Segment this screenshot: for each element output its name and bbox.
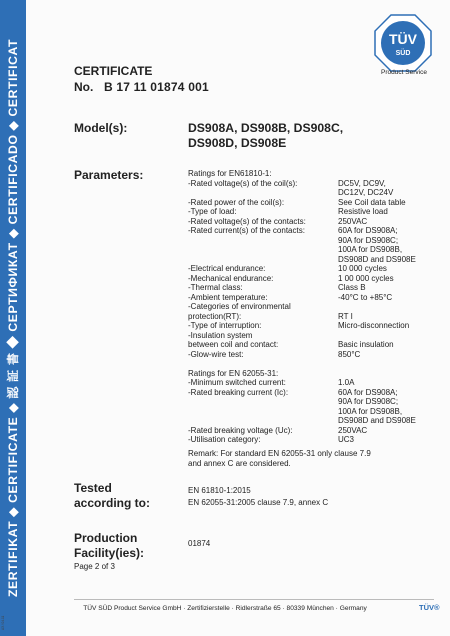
parameter-value: Resistive load: [338, 207, 388, 216]
logo-line2: SÜD: [395, 50, 411, 57]
remark-line2: and annex C are considered.: [188, 458, 291, 468]
parameter-row: [188, 435, 438, 445]
parameter-row: [188, 169, 438, 179]
parameter-value: 250VAC: [338, 216, 368, 226]
parameter-name: Ratings for EN61810-1:: [188, 169, 272, 178]
parameter-name: -Rated power of the coil(s):: [188, 197, 285, 207]
parameter-value: DC5V, DC9V,: [338, 178, 386, 188]
parameter-value: 10 000 cycles: [338, 264, 387, 273]
models-line1: DS908A, DS908B, DS908C,: [188, 121, 344, 135]
parameter-name: -Minimum switched current:: [188, 378, 286, 387]
parameter-name: -Categories of environmental: [188, 302, 291, 311]
parameter-value: 60A for DS908A;: [338, 226, 398, 235]
parameter-row: [188, 369, 438, 379]
parameter-name: -Thermal class:: [188, 283, 243, 292]
models-line2: DS908D, DS908E: [188, 136, 287, 150]
parameter-name: protection(RT):: [188, 311, 242, 321]
tested-standard-2: EN 62055-31:2005 clause 7.9, annex C: [188, 498, 329, 507]
parameter-value: Basic insulation: [338, 340, 394, 349]
parameter-name: -Rated current(s) of the contacts:: [188, 226, 305, 235]
footer-logo: TÜV®: [419, 603, 440, 612]
production-label-line1: Production: [74, 531, 138, 545]
parameter-name: -Electrical endurance:: [188, 264, 266, 273]
parameter-row: [188, 426, 438, 436]
parameter-row: [188, 397, 438, 407]
parameters-remark: [188, 449, 371, 468]
parameter-row: [188, 264, 438, 274]
parameter-name: -Rated breaking voltage (Uc):: [188, 425, 293, 435]
logo-subtitle: Product Service: [381, 69, 427, 76]
parameter-name: -Insulation system: [188, 330, 253, 340]
production-label-line2: Facility(ies):: [74, 546, 145, 560]
certificate-title: CERTIFICATE: [74, 64, 153, 78]
parameter-value: DS908D and DS908E: [338, 416, 416, 425]
parameter-row: [188, 293, 438, 303]
parameter-value: 100A for DS908B,: [338, 245, 403, 254]
parameter-value: 1 00 000 cycles: [338, 273, 394, 283]
production-facility: 01874: [188, 539, 211, 548]
certificate-number: B 17 11 01874 001: [104, 80, 209, 94]
footer-divider: [74, 599, 434, 600]
parameter-row: [188, 350, 438, 360]
form-code: A3 / 04.11: [1, 615, 5, 630]
parameter-row: [188, 331, 438, 341]
parameter-name: -Mechanical endurance:: [188, 273, 274, 283]
parameter-value: UC3: [338, 435, 355, 444]
parameter-row: [188, 283, 438, 293]
parameter-name: -Utilisation category:: [188, 435, 261, 444]
page-number: Page 2 of 3: [74, 562, 115, 571]
parameter-value: RT I: [338, 311, 353, 321]
certificate-no-label: No.: [74, 80, 94, 94]
parameter-row: [188, 416, 438, 426]
parameter-value: -40°C to +85°C: [338, 292, 393, 302]
parameter-name: -Type of interruption:: [188, 321, 262, 330]
parameters-list: [188, 169, 438, 445]
side-banner-text: ZERTIFIKAT ◆ CERTIFICATE ◆ 認 証 書 ◆ СЕРТИФИКАТ ◆ CERTIFICADO ◆ CERTIFICAT: [6, 38, 20, 598]
parameter-value: Micro-disconnection: [338, 321, 410, 330]
parameter-row: [188, 321, 438, 331]
parameters-label: Parameters:: [74, 168, 144, 182]
models-value: [188, 121, 428, 151]
parameter-name: -Rated voltage(s) of the coil(s):: [188, 178, 298, 188]
tested-standard-1: EN 61810-1:2015: [188, 486, 251, 495]
tested-label-line1: Tested: [74, 481, 112, 495]
parameter-name: -Type of load:: [188, 207, 237, 216]
parameter-value: DS908D and DS908E: [338, 254, 416, 264]
models-label: Model(s):: [74, 121, 128, 135]
parameter-row: [188, 388, 438, 398]
parameter-value: 250VAC: [338, 425, 368, 435]
parameter-row: [188, 312, 438, 322]
parameter-name: between coil and contact:: [188, 340, 279, 349]
tested-standards: [188, 485, 328, 509]
parameter-row: [188, 226, 438, 236]
parameter-name: Ratings for EN 62055-31:: [188, 368, 279, 378]
parameter-row: [188, 359, 438, 369]
parameter-row: [188, 407, 438, 417]
tested-label-line2: according to:: [74, 496, 151, 510]
parameter-row: [188, 217, 438, 227]
parameter-value: 1.0A: [338, 378, 355, 387]
parameter-value: 90A for DS908C;: [338, 235, 399, 245]
tuv-sud-logo: [374, 14, 432, 72]
parameter-row: [188, 255, 438, 265]
side-banner: [0, 0, 26, 636]
parameter-row: [188, 302, 438, 312]
parameter-row: [188, 236, 438, 246]
parameter-name: -Glow-wire test:: [188, 349, 244, 359]
parameter-row: [188, 179, 438, 189]
parameter-name: -Rated voltage(s) of the contacts:: [188, 216, 306, 226]
parameter-value: Class B: [338, 283, 366, 292]
parameter-row: [188, 207, 438, 217]
parameter-row: [188, 188, 438, 198]
parameter-value: DC12V, DC24V: [338, 188, 394, 197]
parameter-row: [188, 198, 438, 208]
parameter-value: 100A for DS908B,: [338, 406, 403, 416]
parameter-value: 850°C: [338, 349, 361, 359]
parameter-row: [188, 245, 438, 255]
parameter-row: [188, 378, 438, 388]
footer-address: TÜV SÜD Product Service GmbH · Zertifizierstelle · Ridlerstraße 65 · 80339 München · Germany: [83, 605, 367, 612]
logo-line1: TÜV: [389, 31, 417, 47]
parameter-row: [188, 274, 438, 284]
parameter-row: [188, 340, 438, 350]
parameter-value: 60A for DS908A;: [338, 387, 398, 397]
tested-label: [74, 481, 150, 511]
remark-line1: Remark: For standard EN 62055-31 only clause 7.9: [188, 449, 371, 458]
parameter-name: -Ambient temperature:: [188, 292, 268, 302]
production-label: [74, 531, 144, 561]
parameter-value: 90A for DS908C;: [338, 397, 399, 406]
parameter-value: See Coil data table: [338, 197, 406, 207]
parameter-name: -Rated breaking current (Ic):: [188, 387, 289, 397]
